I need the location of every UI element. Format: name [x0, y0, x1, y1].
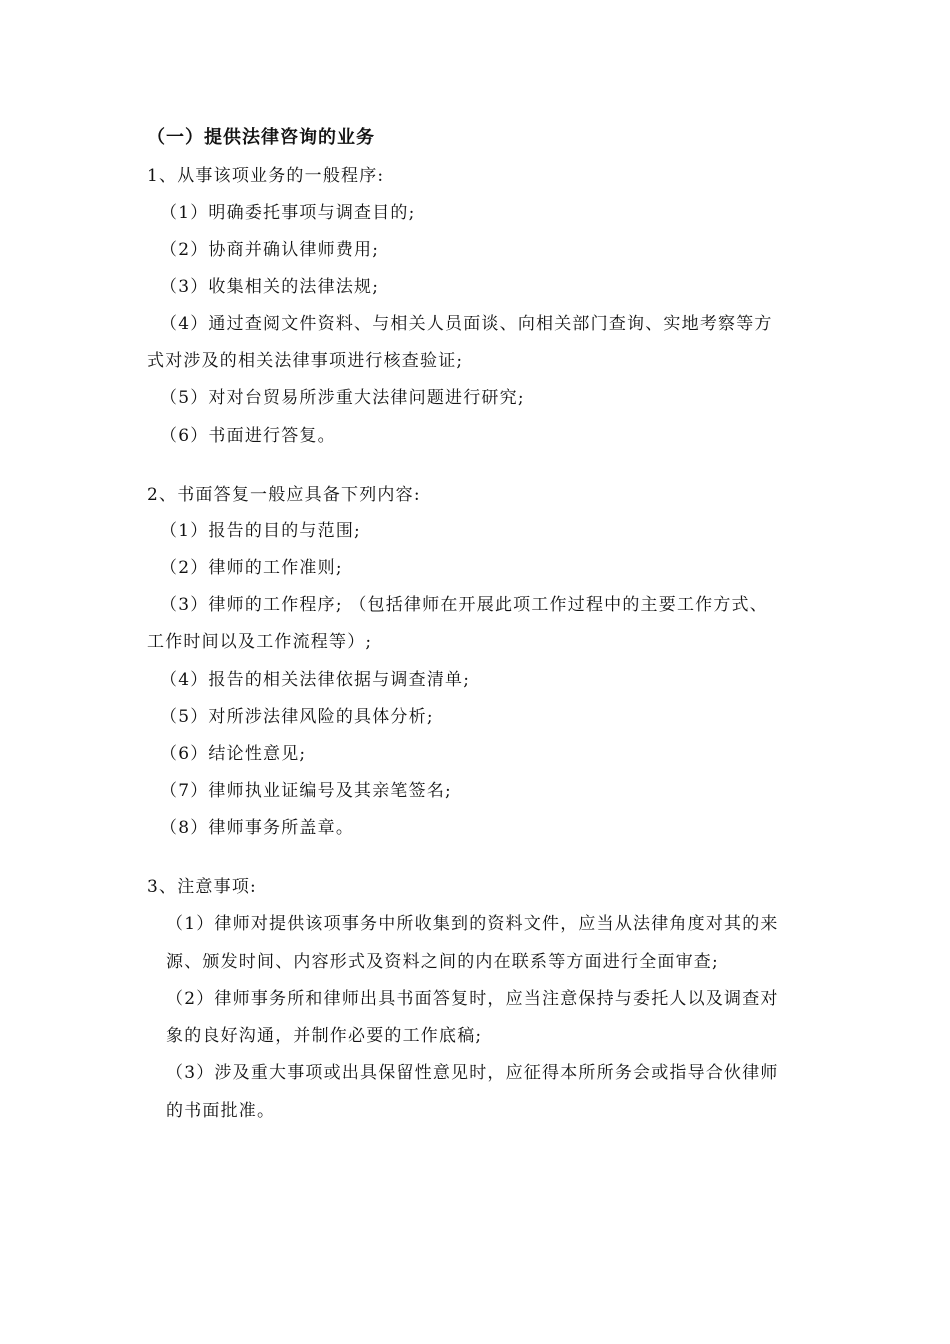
section2-item: （5）对所涉法律风险的具体分析; — [160, 707, 434, 727]
section3-title: 3、注意事项: — [147, 877, 257, 897]
section2-item: （6）结论性意见; — [160, 744, 307, 764]
section1-item: （5）对对台贸易所涉重大法律问题进行研究; — [160, 388, 525, 408]
section2-item: （1）报告的目的与范围; — [160, 521, 361, 541]
section2-item: （7）律师执业证编号及其亲笔签名; — [160, 781, 452, 801]
section2-item: （4）报告的相关法律依据与调查清单; — [160, 670, 471, 690]
section-heading: （一）提供法律咨询的业务 — [147, 127, 375, 148]
section2-item-continuation: 工作时间以及工作流程等）; — [147, 632, 373, 652]
section2-title: 2、书面答复一般应具备下列内容: — [147, 485, 421, 505]
section3-item-continuation: 象的良好沟通，并制作必要的工作底稿; — [166, 1026, 483, 1046]
section1-item: （3）收集相关的法律法规; — [160, 277, 380, 297]
section1-item-continuation: 式对涉及的相关法律事项进行核查验证; — [147, 351, 464, 371]
section2-item: （8）律师事务所盖章。 — [160, 818, 355, 838]
section2-item: （3）律师的工作程序; （包括律师在开展此项工作过程中的主要工作方式、 — [160, 595, 768, 615]
section3-item: （3）涉及重大事项或出具保留性意见时，应征得本所所务会或指导合伙律师 — [166, 1063, 779, 1083]
section3-item: （1）律师对提供该项事务中所收集到的资料文件，应当从法律角度对其的来 — [166, 914, 779, 934]
section1-item: （4）通过查阅文件资料、与相关人员面谈、向相关部门查询、实地考察等方 — [160, 314, 773, 334]
section2-item: （2）律师的工作准则; — [160, 558, 343, 578]
section1-item: （1）明确委托事项与调查目的; — [160, 203, 416, 223]
section1-item: （6）书面进行答复。 — [160, 426, 336, 446]
section1-item: （2）协商并确认律师费用; — [160, 240, 380, 260]
section1-title: 1、从事该项业务的一般程序: — [147, 166, 385, 186]
section3-item-continuation: 的书面批准。 — [166, 1101, 276, 1121]
section3-item-continuation: 源、颁发时间、内容形式及资料之间的内在联系等方面进行全面审查; — [166, 952, 719, 972]
section3-item: （2）律师事务所和律师出具书面答复时，应当注意保持与委托人以及调查对 — [166, 989, 779, 1009]
